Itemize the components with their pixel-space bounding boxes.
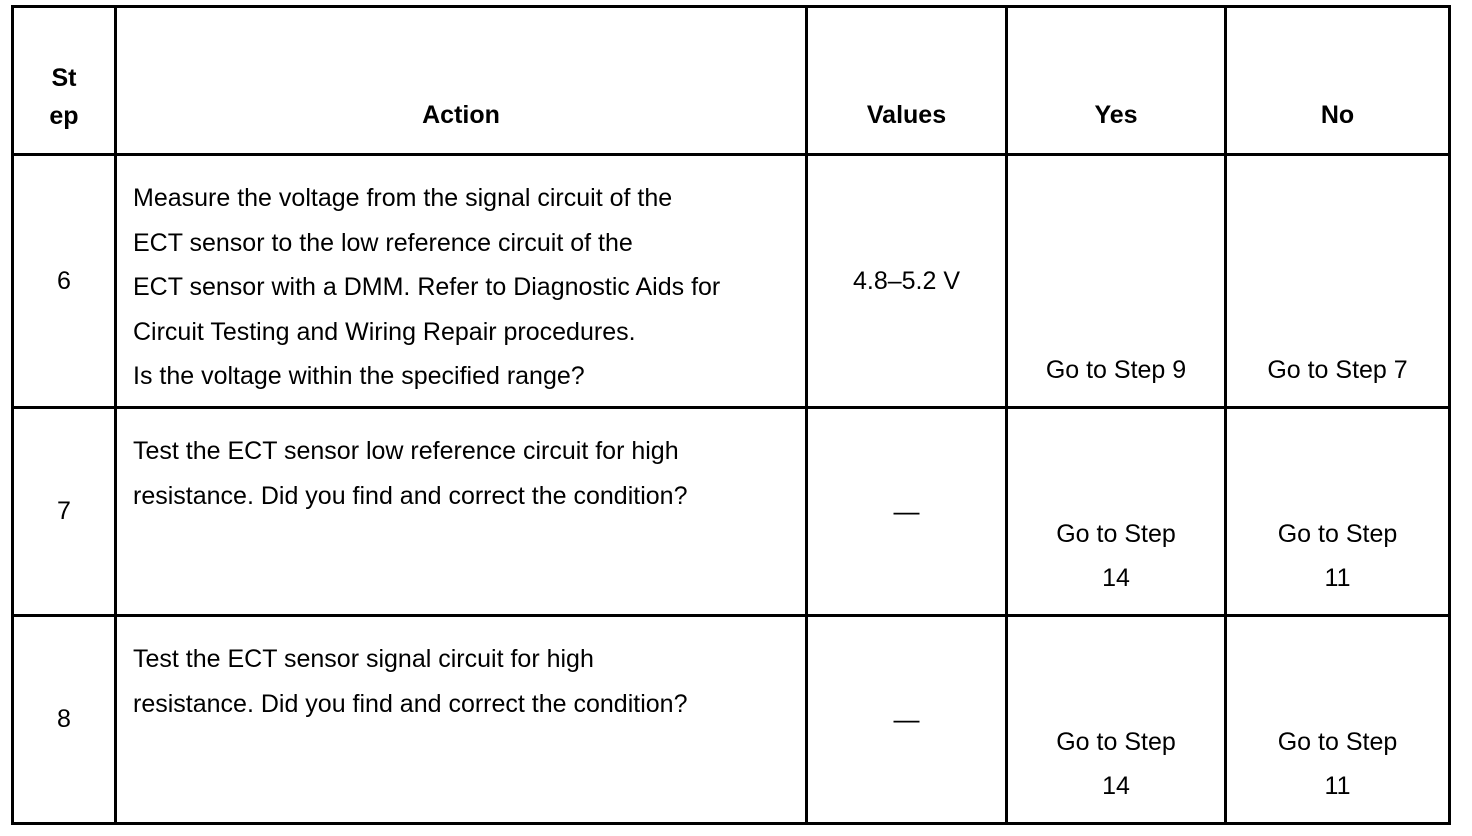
table-header-row xyxy=(13,7,1450,155)
header-step xyxy=(13,7,116,155)
action-line: Test the ECT sensor signal circuit for high xyxy=(133,645,594,673)
yes-goto-number: 14 xyxy=(1102,564,1130,592)
header-action: Action xyxy=(116,7,807,155)
diagnostic-table xyxy=(11,5,1451,825)
action-line: Measure the voltage from the signal circuit of the xyxy=(133,184,673,212)
header-step-line1: St xyxy=(51,64,77,92)
no-goto-number: 11 xyxy=(1324,564,1351,592)
action-line: resistance. Did you find and correct the condition? xyxy=(133,481,688,510)
yes-goto-number: 14 xyxy=(1102,772,1130,800)
action-line: resistance. Did you find and correct the condition? xyxy=(133,689,688,718)
no-cell xyxy=(1226,616,1450,824)
action-text xyxy=(116,408,807,616)
no-cell xyxy=(1226,408,1450,616)
action-line: Is the voltage within the specified range? xyxy=(133,362,585,390)
yes-cell xyxy=(1007,155,1226,408)
table-row xyxy=(13,616,1450,824)
no-goto: Go to Step xyxy=(1277,520,1398,548)
no-cell xyxy=(1226,155,1450,408)
table-row xyxy=(13,408,1450,616)
value-text: 4.8–5.2 V xyxy=(807,155,1007,408)
action-text xyxy=(116,616,807,824)
step-number: 7 xyxy=(13,408,116,616)
action-line: ECT sensor to the low reference circuit of the xyxy=(133,228,633,257)
yes-goto: Go to Step 9 xyxy=(1045,356,1187,384)
table-row xyxy=(13,155,1450,408)
header-values: Values xyxy=(807,7,1007,155)
action-line: Circuit Testing and Wiring Repair procedures. xyxy=(133,317,636,346)
action-line: Test the ECT sensor low reference circuit for high xyxy=(133,437,679,465)
no-goto: Go to Step 7 xyxy=(1267,356,1408,384)
header-no: No xyxy=(1226,7,1450,155)
yes-cell xyxy=(1007,616,1226,824)
value-text: — xyxy=(807,408,1007,616)
yes-cell xyxy=(1007,408,1226,616)
no-goto: Go to Step xyxy=(1277,728,1398,756)
no-goto-number: 11 xyxy=(1324,772,1351,800)
header-yes: Yes xyxy=(1007,7,1226,155)
action-text xyxy=(116,155,807,408)
value-text: — xyxy=(807,616,1007,824)
step-number: 6 xyxy=(13,155,116,408)
header-step-line2: ep xyxy=(49,102,79,130)
step-number: 8 xyxy=(13,616,116,824)
yes-goto: Go to Step xyxy=(1056,520,1176,548)
yes-goto: Go to Step xyxy=(1056,728,1176,756)
action-line: ECT sensor with a DMM. Refer to Diagnostic Aids for xyxy=(133,273,721,301)
